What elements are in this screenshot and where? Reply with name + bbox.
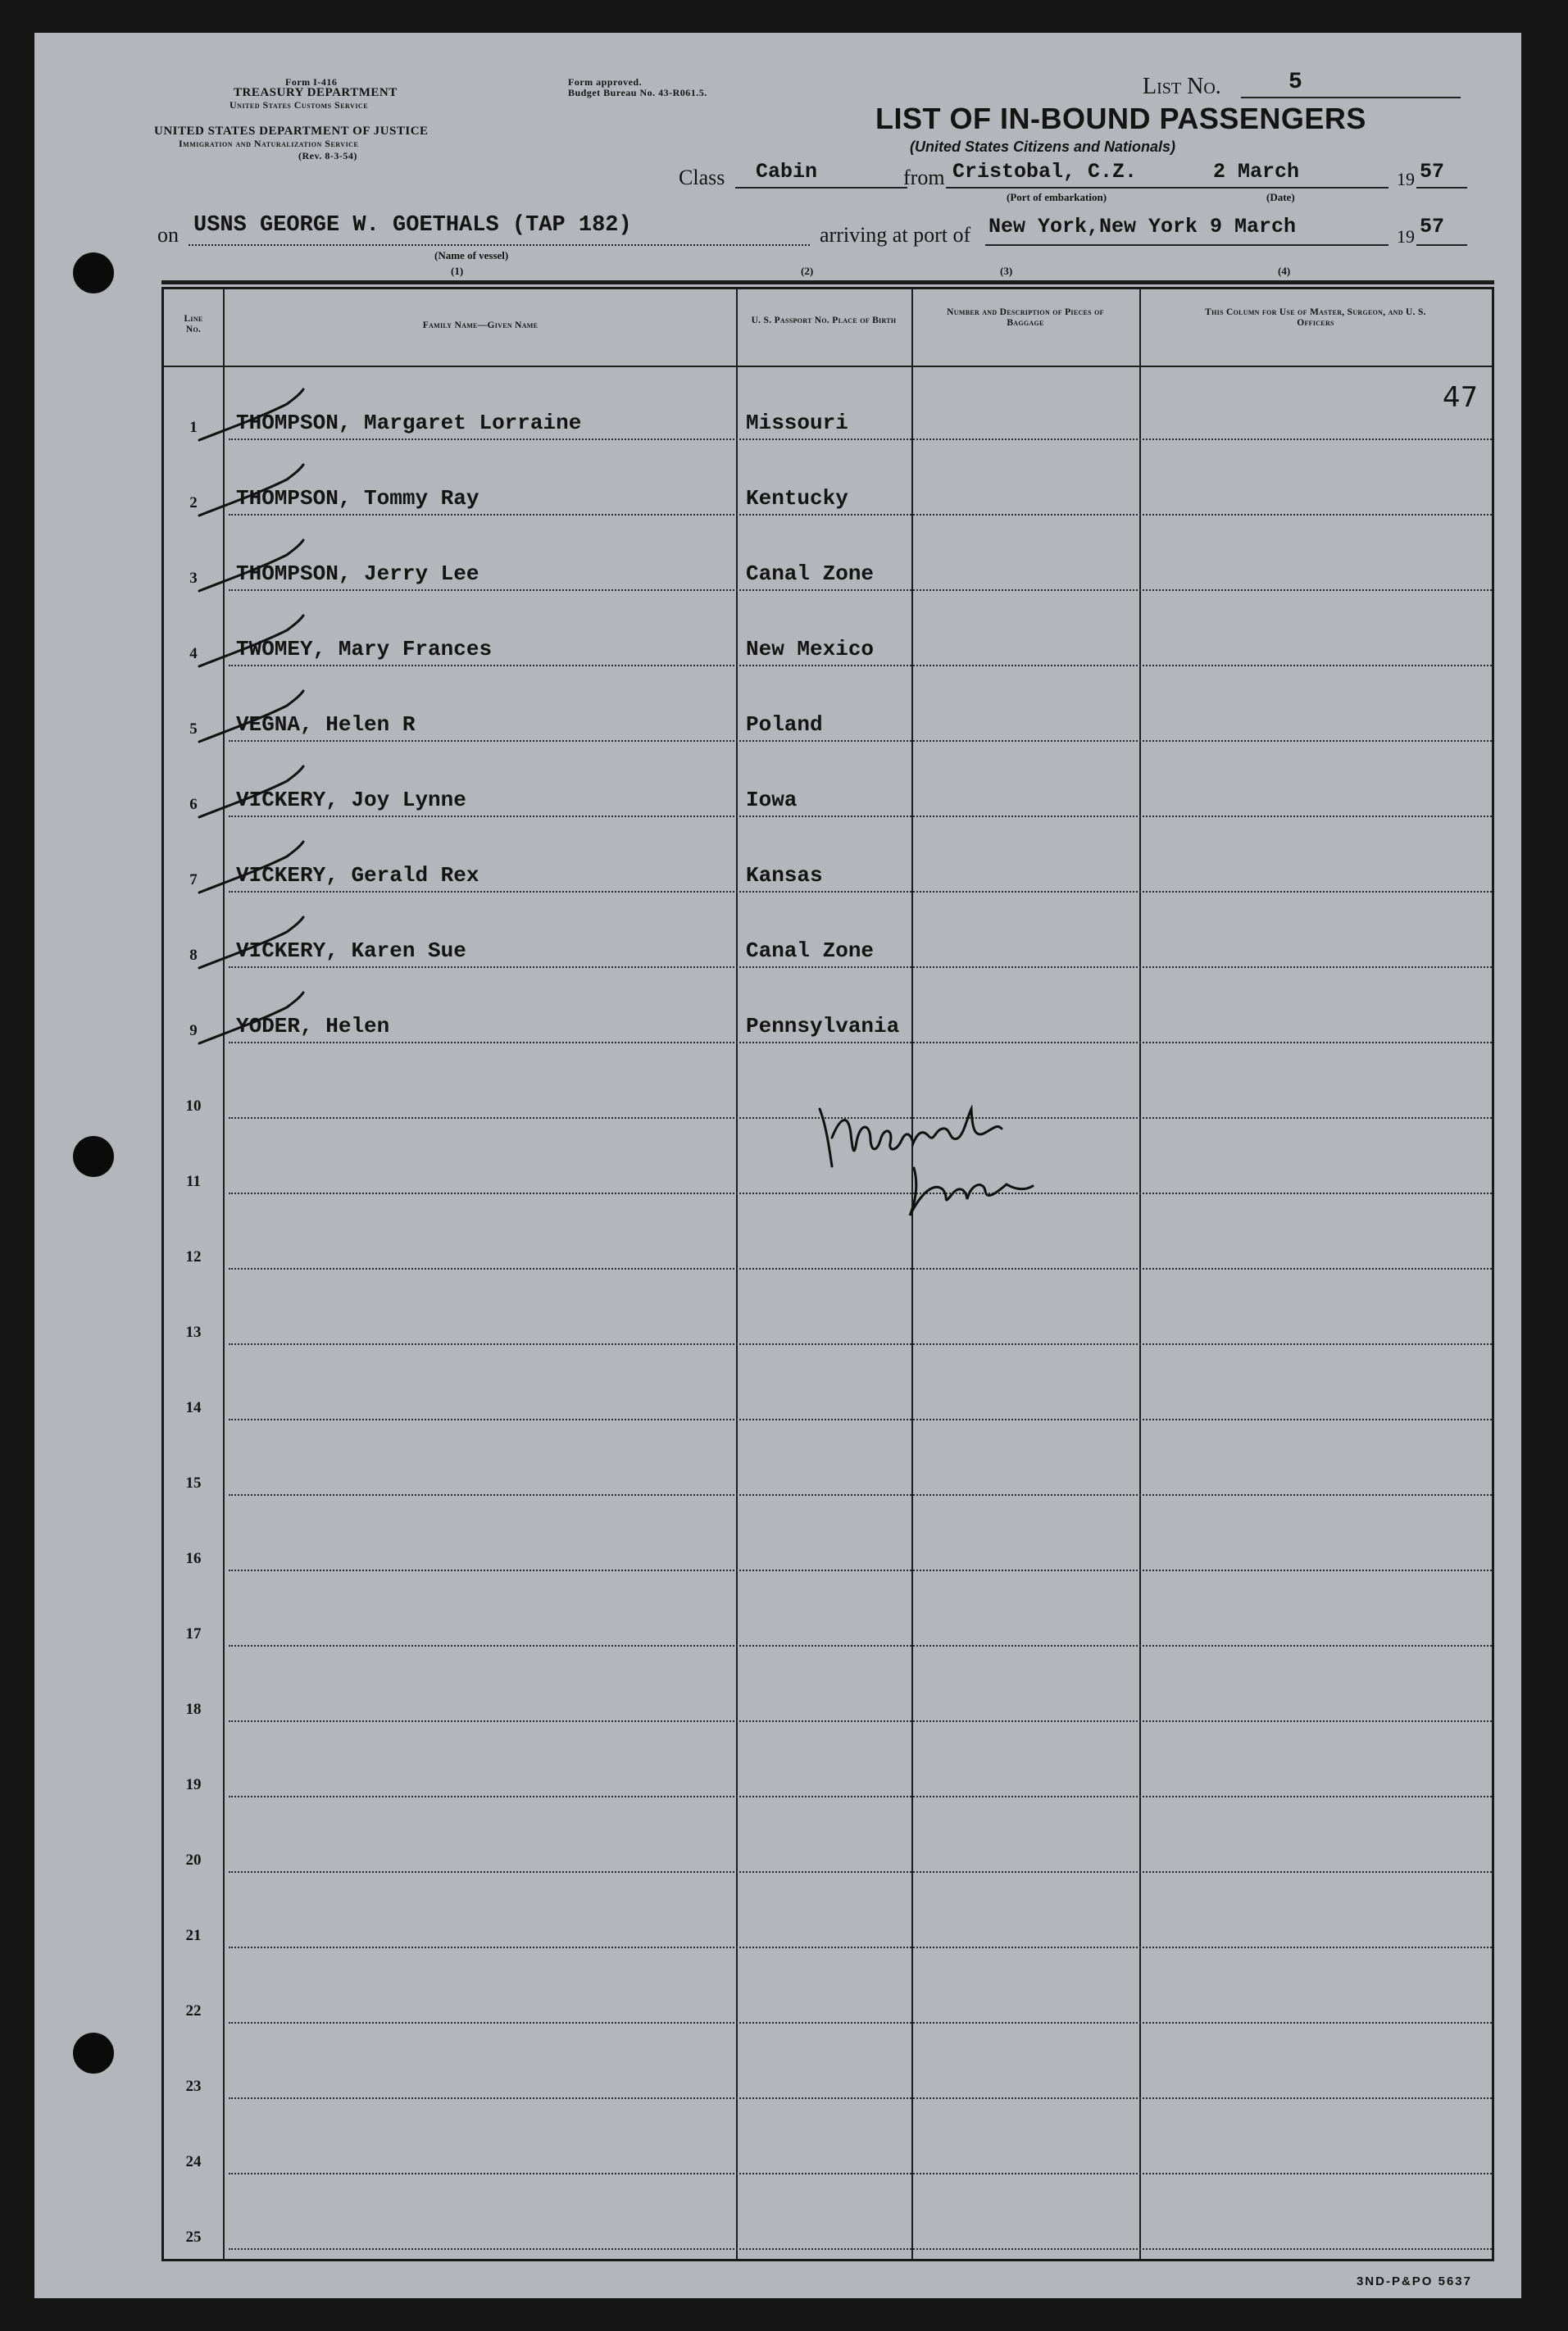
list-no-value: 5: [1288, 70, 1302, 95]
row-rule: [229, 2097, 1492, 2099]
table-row: [164, 443, 1492, 519]
row-rule: [229, 966, 1492, 968]
given-name: Jerry Lee: [364, 561, 479, 586]
table-row: [164, 1574, 1492, 1650]
check-mark: [195, 537, 334, 594]
page-title: LIST OF IN-BOUND PASSENGERS: [875, 102, 1366, 135]
budget-bureau: Budget Bureau No. 43-R061.5.: [568, 87, 707, 98]
given-name: Tommy Ray: [364, 486, 479, 511]
table-row: [164, 2102, 1492, 2178]
year-value: 57: [1420, 160, 1445, 184]
date-caption: (Date): [1266, 191, 1295, 203]
line-number: 8: [189, 947, 198, 964]
place-of-birth: New Mexico: [746, 637, 875, 661]
header-baggage-text: Number and Description of Pieces of Baggage: [947, 307, 1104, 328]
line-number: 22: [185, 2002, 202, 2020]
vessel-rule: [189, 244, 810, 246]
family-name: VEGNA,: [236, 712, 313, 737]
line-number: 12: [185, 1248, 202, 1265]
place-of-birth: Canal Zone: [746, 561, 875, 586]
given-name: Helen: [325, 1014, 390, 1038]
department-name: TREASURY DEPARTMENT: [234, 86, 398, 99]
check-mark: [195, 386, 334, 443]
line-number: 18: [185, 1701, 202, 1718]
line-number: 10: [185, 1097, 202, 1115]
date-value: 2 March: [1213, 160, 1300, 184]
line-number: 20: [185, 1852, 202, 1869]
passenger-table: [161, 287, 1494, 2261]
line-number: 11: [186, 1173, 201, 1190]
place-of-birth: Canal Zone: [746, 938, 875, 963]
row-rule: [229, 740, 1492, 742]
given-name: Mary Frances: [338, 637, 493, 661]
row-rule: [229, 514, 1492, 516]
col-num-3: (3): [1000, 265, 1013, 277]
year2-prefix: 19: [1397, 226, 1415, 247]
vessel-caption: (Name of vessel): [434, 249, 509, 261]
row-rule: [229, 1343, 1492, 1345]
list-no-label: List No.: [1143, 74, 1221, 99]
handwritten-count: 47: [1443, 381, 1479, 414]
table-row: [164, 2178, 1492, 2253]
from-label: from: [903, 166, 945, 189]
row-rule: [229, 2248, 1492, 2250]
family-name: VICKERY,: [236, 938, 339, 963]
line-number: 5: [189, 720, 198, 738]
check-mark: [195, 763, 334, 820]
table-row: [164, 820, 1492, 896]
row-rule: [229, 438, 1492, 440]
given-name: Helen R: [325, 712, 416, 737]
row-rule: [229, 1720, 1492, 1722]
header-passport: [748, 316, 900, 326]
arriving-value: New York,New York 9 March: [989, 215, 1297, 239]
given-name: Karen Sue: [351, 938, 466, 963]
port-caption: (Port of embarkation): [1007, 191, 1107, 203]
line-number: 15: [185, 1474, 202, 1492]
family-name: THOMPSON,: [236, 561, 352, 586]
check-mark: [195, 612, 334, 670]
row-rule: [229, 891, 1492, 893]
row-rule: [229, 1570, 1492, 1571]
list-no-rule: [1241, 97, 1461, 98]
header-officers-text: This Column for Use of Master, Surgeon, and U. S. Officers: [1205, 307, 1426, 328]
place-of-birth: Pennsylvania: [746, 1014, 900, 1038]
line-number: 24: [185, 2153, 202, 2170]
table-row: [164, 519, 1492, 594]
table-row: [164, 594, 1492, 670]
line-number: 14: [185, 1399, 202, 1416]
form-revision: (Rev. 8-3-54): [298, 150, 357, 161]
row-rule: [229, 1419, 1492, 1420]
class-rule: [735, 187, 907, 189]
line-number: 17: [185, 1625, 202, 1643]
table-row: [164, 1424, 1492, 1499]
punch-hole-top: [73, 252, 114, 293]
on-label: on: [157, 223, 179, 247]
document-page: [34, 33, 1521, 2298]
family-name: THOMPSON,: [236, 486, 352, 511]
row-rule: [229, 1268, 1492, 1270]
line-number: 13: [185, 1324, 202, 1341]
row-rule: [229, 2173, 1492, 2174]
line-number: 7: [189, 871, 198, 888]
place-of-birth: Poland: [746, 712, 823, 737]
punch-hole-bottom: [73, 2033, 114, 2074]
table-row: [164, 1348, 1492, 1424]
table-row: [164, 1499, 1492, 1574]
arriving-rule: [985, 244, 1388, 246]
form-approval: Form approved.: [568, 76, 643, 88]
family-name: VICKERY,: [236, 788, 339, 812]
line-number: 23: [185, 2078, 202, 2095]
row-rule: [229, 1871, 1492, 1873]
line-number: 21: [185, 1927, 202, 1944]
table-row: [164, 896, 1492, 971]
table-row: [164, 1876, 1492, 1952]
table-top-rule: [161, 280, 1494, 284]
year-rule: [1416, 187, 1467, 189]
place-of-birth: Missouri: [746, 411, 848, 435]
check-mark: [195, 461, 334, 519]
line-number: 2: [189, 494, 198, 511]
table-row: [164, 971, 1492, 1047]
place-of-birth: Iowa: [746, 788, 798, 812]
line-number: 25: [185, 2229, 202, 2246]
line-number: 9: [189, 1022, 198, 1039]
table-row: [164, 1273, 1492, 1348]
family-name: THOMPSON,: [236, 411, 352, 435]
header-baggage: [920, 307, 1131, 329]
immigration-service: Immigration and Naturalization Service: [179, 138, 359, 149]
class-label: Class: [679, 166, 725, 189]
row-rule: [229, 1494, 1492, 1496]
row-rule: [229, 1796, 1492, 1797]
handwritten-signature: [811, 1093, 1057, 1232]
row-rule: [229, 589, 1492, 591]
row-rule: [229, 1645, 1492, 1647]
line-number: 4: [189, 645, 198, 662]
line-number: 3: [189, 570, 198, 587]
check-mark: [195, 688, 334, 745]
year-prefix: 19: [1397, 169, 1415, 189]
year2-rule: [1416, 244, 1467, 246]
header-line-no: [167, 314, 220, 335]
row-rule: [229, 1042, 1492, 1043]
col-num-1: (1): [451, 265, 464, 277]
row-rule: [229, 1947, 1492, 1948]
family-name: TWOMEY,: [236, 637, 326, 661]
punch-hole-middle: [73, 1136, 114, 1177]
line-number: 6: [189, 796, 198, 813]
check-mark: [195, 838, 334, 896]
form-number: Form I-416: [285, 76, 338, 88]
family-name: YODER,: [236, 1014, 313, 1038]
row-rule: [229, 816, 1492, 817]
header-line-no-text: Line No.: [184, 314, 203, 334]
vessel-name: USNS GEORGE W. GOETHALS (TAP 182): [193, 213, 632, 238]
arriving-label: arriving at port of: [820, 223, 971, 247]
table-row: [164, 1725, 1492, 1801]
given-name: Margaret Lorraine: [364, 411, 582, 435]
class-value: Cabin: [756, 160, 818, 184]
page-subtitle: (United States Citizens and Nationals): [910, 139, 1176, 155]
header-officers: [1148, 307, 1484, 329]
line-number: 1: [189, 419, 198, 436]
place-of-birth: Kentucky: [746, 486, 848, 511]
check-mark: [195, 914, 334, 971]
given-name: Joy Lynne: [351, 788, 466, 812]
header-rule: [164, 366, 1492, 367]
col-num-2: (2): [801, 265, 814, 277]
check-mark: [195, 989, 334, 1047]
footer-code: 3ND-P&PO 5637: [1356, 2274, 1472, 2288]
col-num-4: (4): [1278, 265, 1291, 277]
row-rule: [229, 665, 1492, 666]
service-name: United States Customs Service: [230, 99, 369, 111]
table-row: [164, 368, 1492, 443]
justice-department: UNITED STATES DEPARTMENT OF JUSTICE: [154, 125, 429, 138]
table-row: [164, 1801, 1492, 1876]
table-row: [164, 1650, 1492, 1725]
family-name: VICKERY,: [236, 863, 339, 888]
from-value: Cristobal, C.Z.: [952, 160, 1138, 184]
from-rule: [946, 187, 1388, 189]
line-number: 19: [185, 1776, 202, 1793]
table-row: [164, 2027, 1492, 2102]
header-passport-text: U. S. Passport No. Place of Birth: [751, 316, 897, 325]
table-row: [164, 670, 1492, 745]
year2-value: 57: [1420, 215, 1445, 239]
line-number: 16: [185, 1550, 202, 1567]
table-row: [164, 1952, 1492, 2027]
table-row: [164, 745, 1492, 820]
header-name: Family Name—Given Name: [422, 320, 539, 330]
given-name: Gerald Rex: [351, 863, 479, 888]
place-of-birth: Kansas: [746, 863, 823, 888]
row-rule: [229, 2022, 1492, 2024]
